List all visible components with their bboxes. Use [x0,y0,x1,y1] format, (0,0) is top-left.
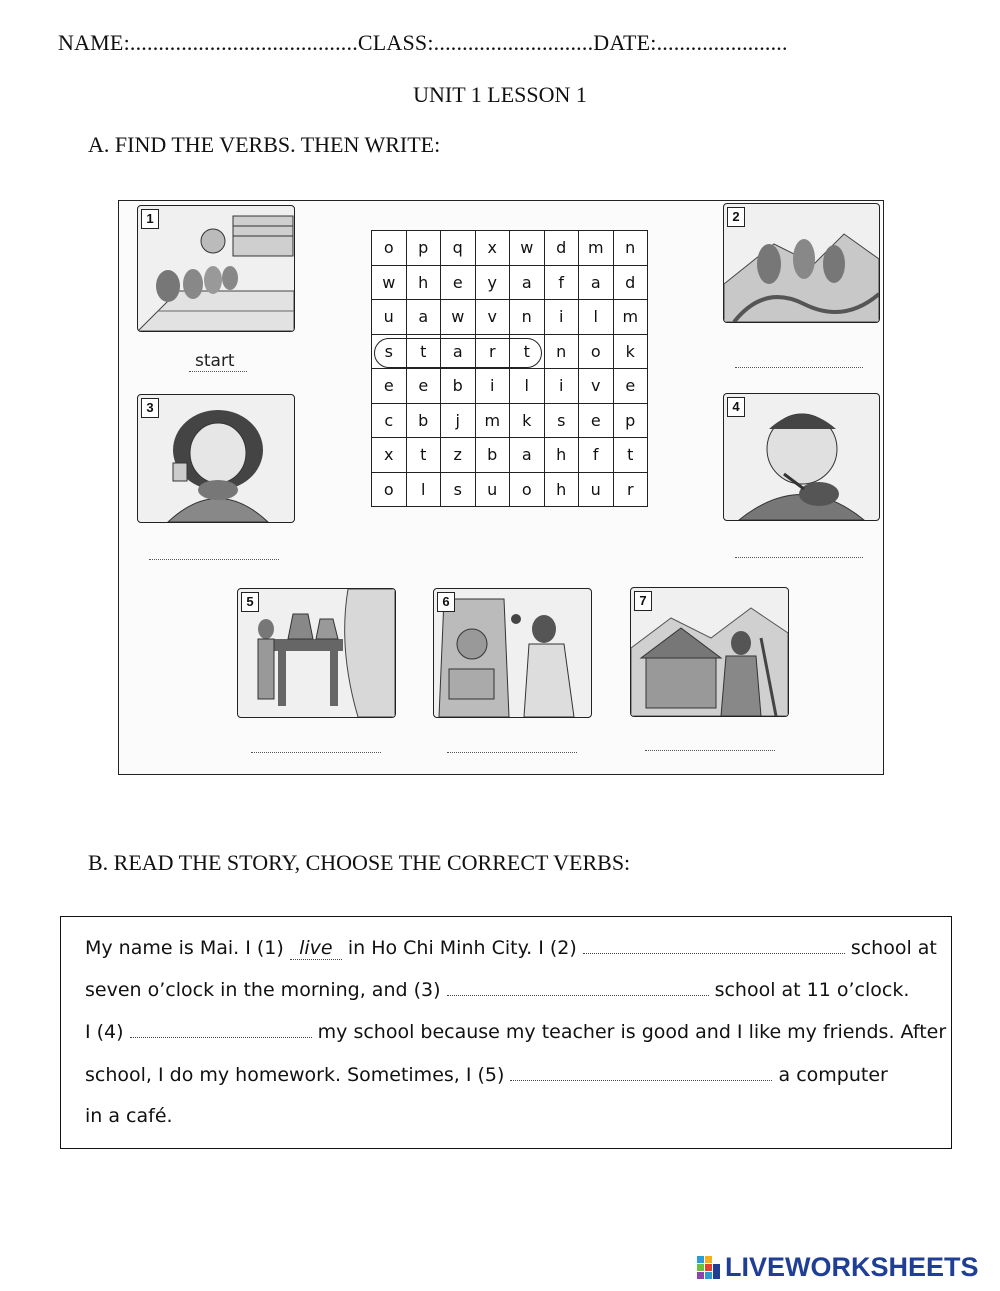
grid-letter-cell[interactable]: u [372,300,407,335]
grid-letter-cell[interactable]: w [441,300,476,335]
grid-letter-cell[interactable]: t [406,438,441,473]
picture-number: 5 [241,592,259,612]
answer-line-2[interactable] [735,367,863,368]
answer-line-4[interactable] [735,557,863,558]
unit-title: UNIT 1 LESSON 1 [413,82,587,107]
story-box [60,916,952,1149]
grid-letter-cell[interactable]: m [475,403,510,438]
grid-row [372,231,648,266]
picture-number: 1 [141,209,159,229]
answer-5-blank[interactable] [510,1062,772,1081]
story-line-2: seven o’clock in the morning, and (3) school at 11 o’clock. [85,979,910,1001]
grid-letter-cell[interactable]: o [510,472,545,507]
grid-letter-cell[interactable]: b [475,438,510,473]
grid-row [372,265,648,300]
grid-letter-cell[interactable]: e [441,265,476,300]
story-line-1: My name is Mai. I (1) live in Ho Chi Minh City. I (2) school at [85,937,937,959]
grid-letter-cell[interactable]: o [372,231,407,266]
grid-letter-cell[interactable]: v [579,369,614,404]
logo-text: LIVEWORKSHEETS [725,1252,979,1282]
grid-letter-cell[interactable]: j [441,403,476,438]
boy-eating-illustration [724,394,879,520]
word-search-panel [118,200,884,775]
grid-letter-cell[interactable]: s [441,472,476,507]
grid-row [372,403,648,438]
grid-letter-cell[interactable]: l [579,300,614,335]
runners-start-illustration [138,206,294,331]
grid-letter-cell[interactable]: o [372,472,407,507]
circled-word-start [374,338,542,368]
story-line-4: school, I do my homework. Sometimes, I (5) a computer [85,1064,888,1086]
answer-line-3[interactable] [149,559,279,560]
picture-6-clean [433,588,592,718]
grid-letter-cell[interactable]: h [544,472,579,507]
grid-letter-cell[interactable]: i [544,300,579,335]
story-line-5: in a café. [85,1105,173,1127]
grid-letter-cell[interactable]: f [544,265,579,300]
grid-letter-cell[interactable]: p [613,403,648,438]
grid-letter-cell[interactable]: e [372,369,407,404]
grid-row [372,438,648,473]
grid-letter-cell[interactable]: d [544,231,579,266]
grid-letter-cell[interactable]: a [441,334,476,369]
grid-letter-cell[interactable]: k [510,403,545,438]
picture-7-live [630,587,789,717]
grid-letter-cell[interactable]: i [475,369,510,404]
grid-letter-cell[interactable]: w [372,265,407,300]
grid-letter-cell[interactable]: t [510,334,545,369]
runners-race-illustration [724,204,879,322]
picture-number: 3 [141,398,159,418]
grid-row [372,369,648,404]
grid-letter-cell[interactable]: r [613,472,648,507]
grid-letter-cell[interactable]: a [579,265,614,300]
word-search-grid [371,230,648,507]
grid-letter-cell[interactable]: q [441,231,476,266]
picture-number: 2 [727,207,745,227]
grid-letter-cell[interactable]: b [406,403,441,438]
grid-letter-cell[interactable]: a [510,438,545,473]
grid-letter-cell[interactable]: l [406,472,441,507]
girl-drinking-illustration [138,395,294,522]
grid-letter-cell[interactable]: a [510,265,545,300]
grid-letter-cell[interactable]: v [475,300,510,335]
liveworksheets-logo-icon [697,1256,721,1280]
grid-letter-cell[interactable]: f [579,438,614,473]
picture-number: 7 [634,591,652,611]
picture-1-start [137,205,295,332]
answer-4-blank[interactable] [130,1019,312,1038]
grid-letter-cell[interactable]: p [406,231,441,266]
answer-line-7[interactable] [645,750,775,751]
picture-number: 4 [727,397,745,417]
grid-letter-cell[interactable]: r [475,334,510,369]
grid-letter-cell[interactable]: y [475,265,510,300]
grid-row [372,472,648,507]
grid-letter-cell[interactable]: n [613,231,648,266]
picture-2-run [723,203,880,323]
grid-letter-cell[interactable]: h [544,438,579,473]
grid-letter-cell[interactable]: u [475,472,510,507]
grid-letter-cell[interactable]: e [579,403,614,438]
grid-letter-cell[interactable]: u [579,472,614,507]
grid-letter-cell[interactable]: d [613,265,648,300]
example-answer-start: start [195,351,235,371]
answer-3-blank[interactable] [447,977,709,996]
section-a-title: A. FIND THE VERBS. THEN WRITE: [88,132,441,157]
grid-letter-cell[interactable]: k [613,334,648,369]
answer-line-5[interactable] [251,752,381,753]
grid-letter-cell[interactable]: h [406,265,441,300]
grid-letter-cell[interactable]: n [544,334,579,369]
answer-2-blank[interactable] [583,935,845,954]
picture-3-drink [137,394,295,523]
grid-letter-cell[interactable]: a [406,300,441,335]
grid-letter-cell[interactable]: s [372,334,407,369]
grid-letter-cell[interactable]: b [441,369,476,404]
grid-letter-cell[interactable]: e [613,369,648,404]
grid-letter-cell[interactable]: l [510,369,545,404]
pottery-table-illustration [238,589,395,717]
statue-cleaning-illustration [434,589,591,717]
hut-girl-illustration [631,588,788,716]
answer-1-filled: live [290,937,342,960]
picture-4-eat [723,393,880,521]
grid-letter-cell[interactable]: z [441,438,476,473]
grid-letter-cell[interactable]: i [544,369,579,404]
picture-number: 6 [437,592,455,612]
student-info-header: NAME:........................................CLASS:............................DATE:....................... [58,30,788,55]
grid-letter-cell[interactable]: t [406,334,441,369]
grid-letter-cell[interactable]: w [510,231,545,266]
grid-row [372,300,648,335]
grid-letter-cell[interactable]: o [579,334,614,369]
answer-line-1[interactable] [189,371,247,372]
grid-letter-cell[interactable]: x [475,231,510,266]
story-line-3: I (4) my school because my teacher is good and I like my friends. After [85,1021,947,1043]
grid-letter-cell[interactable]: c [372,403,407,438]
grid-letter-cell[interactable]: m [579,231,614,266]
grid-letter-cell[interactable]: t [613,438,648,473]
answer-line-6[interactable] [447,752,577,753]
grid-letter-cell[interactable]: x [372,438,407,473]
grid-letter-cell[interactable]: e [406,369,441,404]
section-b-title: B. READ THE STORY, CHOOSE THE CORRECT VERBS: [88,850,631,875]
grid-letter-cell[interactable]: s [544,403,579,438]
picture-5-make [237,588,396,718]
grid-letter-cell[interactable]: m [613,300,648,335]
grid-letter-cell[interactable]: n [510,300,545,335]
